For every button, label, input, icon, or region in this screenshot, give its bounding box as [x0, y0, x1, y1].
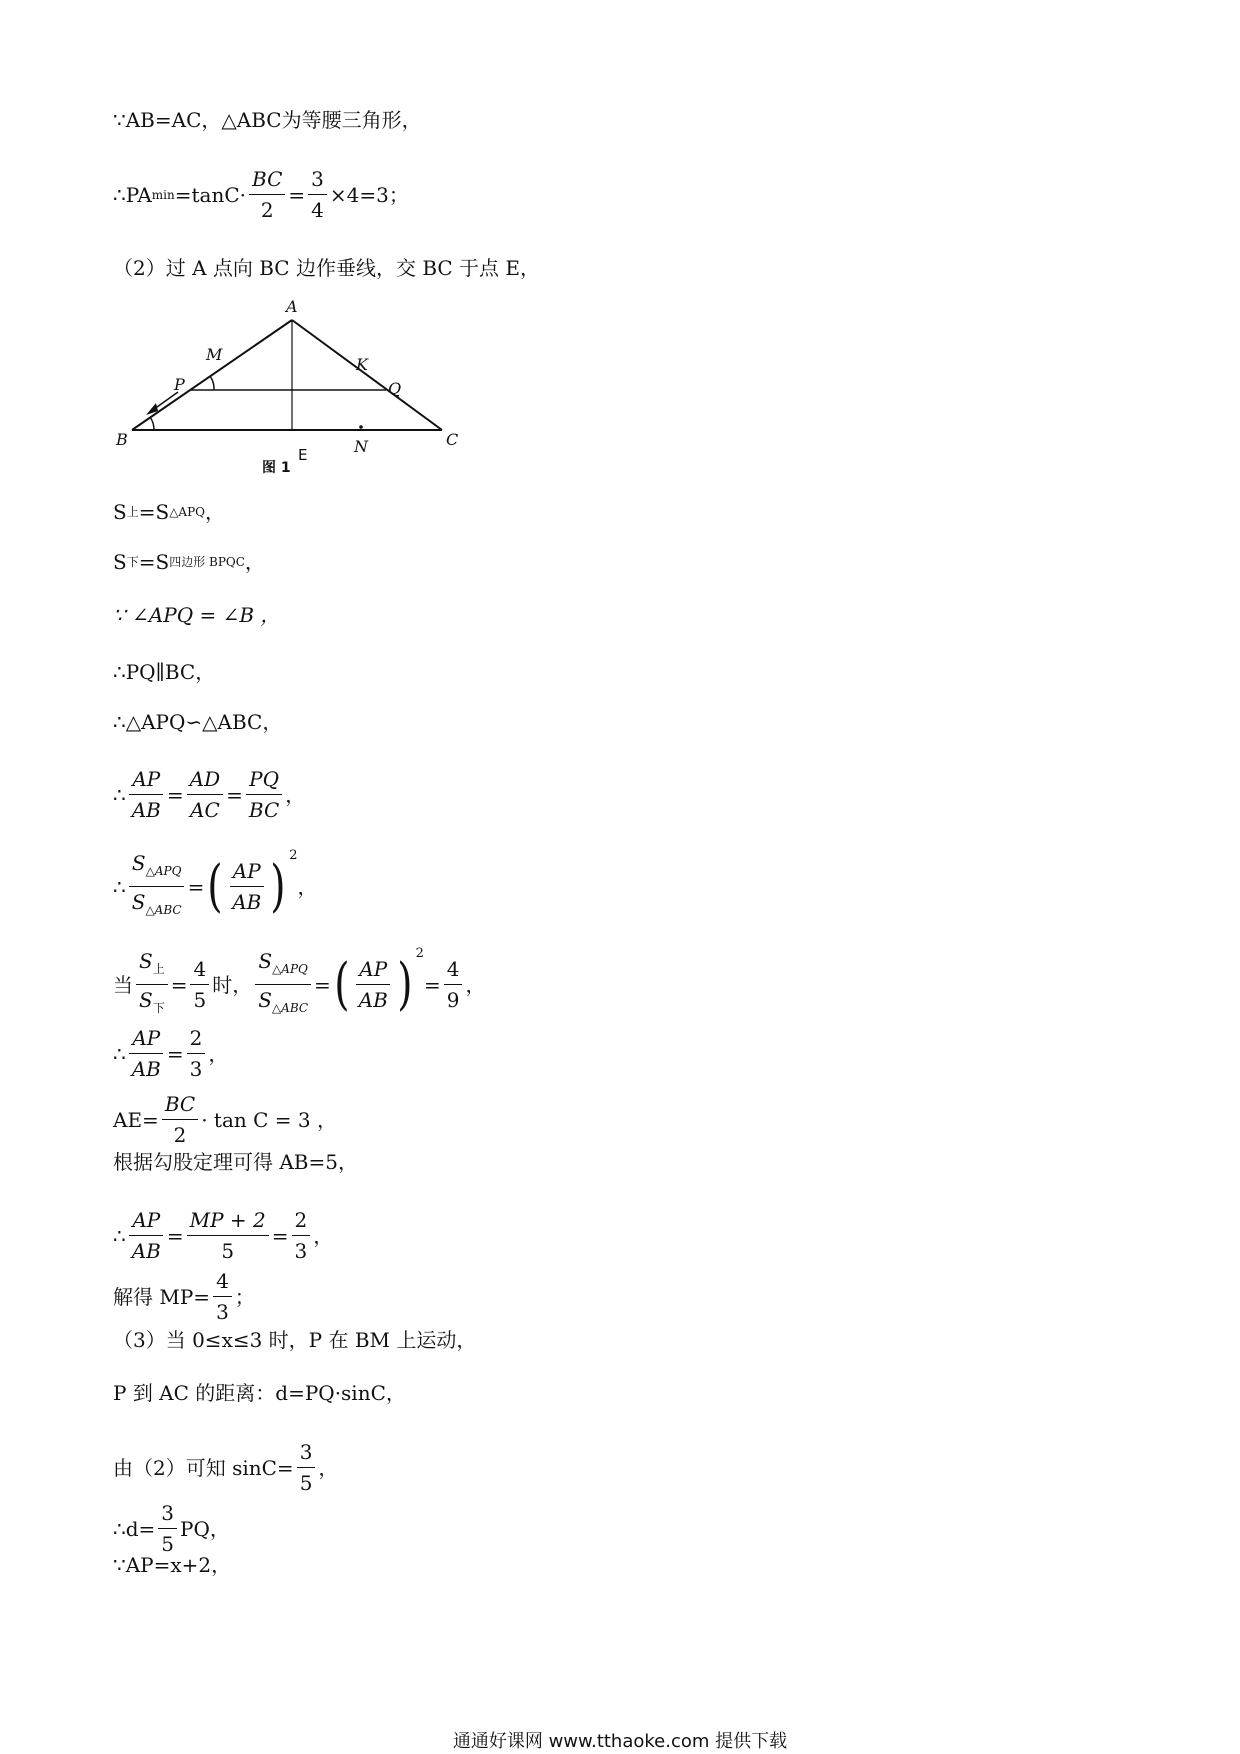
- denominator: 5: [161, 1532, 175, 1556]
- fraction: [129, 1207, 164, 1264]
- formula-line: [113, 1268, 255, 1325]
- angle-apq-arc: [210, 376, 214, 390]
- formula-line: [113, 948, 485, 1021]
- s-symbol: S: [113, 500, 127, 524]
- fraction: [129, 1025, 164, 1082]
- label-c: C: [446, 430, 459, 449]
- line-2-prefix: ∴PA: [113, 182, 152, 207]
- therefore: ∴: [113, 1041, 126, 1066]
- label-a: A: [286, 297, 298, 316]
- equals: =: [314, 972, 331, 997]
- line-17: （3）当 0≤x≤3 时，P 在 BM 上运动，: [113, 1328, 477, 1352]
- numerator: AP: [129, 1207, 163, 1236]
- formula-line: [113, 1025, 228, 1082]
- eq-s: =S: [138, 550, 170, 574]
- text-line: [113, 550, 265, 574]
- subscript: △ABC: [271, 1001, 309, 1015]
- eq-s: =S: [138, 500, 170, 524]
- numerator: BC: [249, 166, 285, 195]
- denominator: 9: [446, 988, 460, 1012]
- label-q: Q: [388, 379, 402, 398]
- fraction: [158, 1500, 177, 1557]
- label-e: E: [298, 446, 308, 464]
- denominator: 4: [311, 198, 324, 222]
- equals: =: [166, 1041, 184, 1066]
- fraction: [213, 1268, 232, 1325]
- numerator: AP: [129, 1025, 163, 1054]
- fraction: [129, 766, 164, 823]
- equals: =: [166, 1223, 184, 1248]
- angle-b-arc: [150, 417, 154, 430]
- line-21: ∵AP=x+2，: [113, 1553, 232, 1577]
- label-n: N: [354, 437, 368, 456]
- denominator: 5: [221, 1239, 235, 1263]
- fraction: [249, 166, 285, 223]
- denominator: AB: [131, 1239, 161, 1263]
- formula-line: [113, 1207, 333, 1264]
- subscript: 下: [152, 1001, 165, 1015]
- denominator: 3: [189, 1057, 203, 1081]
- denominator: 3: [294, 1239, 308, 1263]
- fraction: [255, 948, 311, 1021]
- semicolon: ；: [234, 1284, 255, 1309]
- line-1: ∵AB=AC，△ABC为等腰三角形，: [113, 108, 422, 132]
- label-k: K: [356, 355, 368, 374]
- numerator: 4: [444, 956, 463, 985]
- figure-caption: 图 1: [262, 460, 291, 476]
- denominator: 5: [193, 988, 207, 1012]
- label-b: B: [116, 430, 128, 449]
- fraction: [129, 850, 185, 923]
- denominator: AB: [358, 988, 388, 1012]
- numerator: 4: [190, 956, 209, 985]
- therefore: ∴: [113, 874, 126, 899]
- numerator: 4: [213, 1268, 232, 1297]
- subscript: 上: [152, 962, 165, 976]
- numerator: MP + 2: [187, 1207, 269, 1236]
- fraction: [187, 1025, 206, 1082]
- fraction: [246, 766, 282, 823]
- s-symbol: S: [113, 550, 127, 574]
- subscript: 上: [126, 505, 139, 519]
- denominator: 3: [216, 1300, 229, 1324]
- comma: ，: [285, 782, 306, 807]
- subscript: △APQ: [169, 505, 205, 519]
- label-m: M: [206, 345, 223, 364]
- comma: ，: [318, 1455, 339, 1480]
- denominator: BC: [248, 798, 280, 822]
- subscript: 四边形 BPQC: [169, 555, 245, 569]
- formula-line: [113, 1439, 338, 1496]
- point-n: [359, 425, 363, 429]
- right-paren: ): [397, 951, 413, 1017]
- text-line: [113, 1553, 231, 1577]
- s-symbol: S: [139, 949, 153, 973]
- solve-label: 解得 MP=: [113, 1284, 211, 1309]
- numerator: PQ: [246, 766, 282, 795]
- text-line: [113, 660, 215, 684]
- line-3: （2）过 A 点向 BC 边作垂线，交 BC 于点 E，: [113, 256, 541, 280]
- comma: ，: [244, 550, 265, 574]
- text-line: [113, 1150, 358, 1174]
- label-p: P: [174, 375, 185, 394]
- pq-suffix: PQ，: [180, 1516, 230, 1541]
- subscript: △ABC: [145, 903, 182, 917]
- side-ac: [292, 320, 442, 430]
- equals: =: [271, 1223, 289, 1248]
- side-ab: [132, 320, 292, 430]
- formula-line: [113, 766, 305, 823]
- fraction: [190, 956, 209, 1013]
- numerator: AD: [187, 766, 223, 795]
- denominator: AC: [190, 798, 220, 822]
- left-paren: (: [334, 951, 350, 1017]
- denominator: AB: [131, 798, 161, 822]
- numerator: AP: [356, 956, 390, 985]
- page-footer: 通通好课网 www.tthaoke.com 提供下载: [452, 1731, 788, 1752]
- equals: =: [288, 182, 306, 207]
- subscript: 下: [126, 555, 139, 569]
- numerator: 3: [297, 1439, 316, 1468]
- subscript: min: [151, 187, 175, 202]
- fraction: [187, 1207, 269, 1264]
- numerator: AP: [230, 858, 264, 887]
- numerator: 2: [292, 1207, 311, 1236]
- numerator: AP: [129, 766, 163, 795]
- fraction: [187, 766, 223, 823]
- numerator: 2: [187, 1025, 206, 1054]
- therefore: ∴: [113, 1223, 126, 1248]
- therefore: ∴: [113, 782, 126, 807]
- denominator: 2: [260, 198, 274, 222]
- right-paren: ): [270, 853, 286, 919]
- text-line: [113, 256, 540, 280]
- denominator: AB: [131, 1057, 161, 1081]
- formula-line: [113, 1500, 230, 1557]
- ae-label: AE=: [113, 1107, 159, 1132]
- fraction: [229, 858, 264, 915]
- line-2-mid: =tanC·: [174, 182, 247, 207]
- s-symbol: S: [131, 851, 146, 875]
- formula-line: [113, 850, 317, 923]
- text-line: [113, 1328, 476, 1352]
- s-symbol: S: [258, 988, 272, 1012]
- when-suffix: 时，: [212, 972, 253, 997]
- comma: ，: [208, 1041, 229, 1066]
- equals: =: [166, 782, 184, 807]
- comma: ，: [313, 1223, 334, 1248]
- numerator: 3: [158, 1500, 177, 1529]
- denominator: 5: [299, 1471, 313, 1495]
- denominator: 2: [173, 1123, 187, 1147]
- fraction: [308, 166, 327, 223]
- numerator: BC: [162, 1091, 198, 1120]
- text-line: [113, 500, 225, 524]
- text-line: [113, 603, 280, 627]
- formula-line: [113, 166, 409, 223]
- fraction: [444, 956, 463, 1013]
- equals: =: [170, 972, 188, 997]
- s-symbol: S: [131, 890, 146, 914]
- fraction: [356, 956, 391, 1013]
- s-symbol: S: [258, 949, 273, 973]
- fraction: [136, 948, 168, 1021]
- line-18: P 到 AC 的距离：d=PQ·sinC，: [113, 1381, 406, 1405]
- triangle-figure: [110, 290, 470, 490]
- fraction: [162, 1091, 198, 1148]
- comma: ，: [465, 972, 486, 997]
- sin-label: 由（2）可知 sinC=: [113, 1455, 294, 1480]
- exponent: 2: [415, 946, 424, 961]
- line-2-suffix: ×4=3；: [329, 182, 409, 207]
- equals: =: [423, 972, 441, 997]
- numerator: 3: [308, 166, 327, 195]
- line-13-suffix: · tan C = 3 ，: [201, 1107, 337, 1132]
- fraction: [292, 1207, 311, 1264]
- text-line: [113, 1381, 406, 1405]
- formula-line: [113, 1091, 337, 1148]
- line-8: ∴△APQ∽△ABC，: [113, 710, 283, 734]
- line-7: ∴PQ∥BC，: [113, 660, 216, 684]
- fraction: [297, 1439, 316, 1496]
- subscript: △APQ: [272, 962, 308, 976]
- exponent: 2: [289, 848, 298, 863]
- text-line: [113, 108, 422, 132]
- denominator: AB: [232, 890, 262, 914]
- left-paren: (: [207, 853, 223, 919]
- line-6: ∵ ∠APQ = ∠B ，: [113, 603, 281, 627]
- comma: ，: [205, 500, 225, 524]
- subscript: △APQ: [145, 864, 182, 878]
- line-14: 根据勾股定理可得 AB=5，: [113, 1150, 358, 1174]
- d-label: ∴d=: [113, 1516, 156, 1541]
- s-symbol: S: [139, 988, 153, 1012]
- equals: =: [187, 874, 205, 899]
- equals: =: [226, 782, 243, 807]
- when-text: 当: [113, 972, 133, 997]
- text-line: [113, 710, 282, 734]
- comma: ，: [297, 874, 318, 899]
